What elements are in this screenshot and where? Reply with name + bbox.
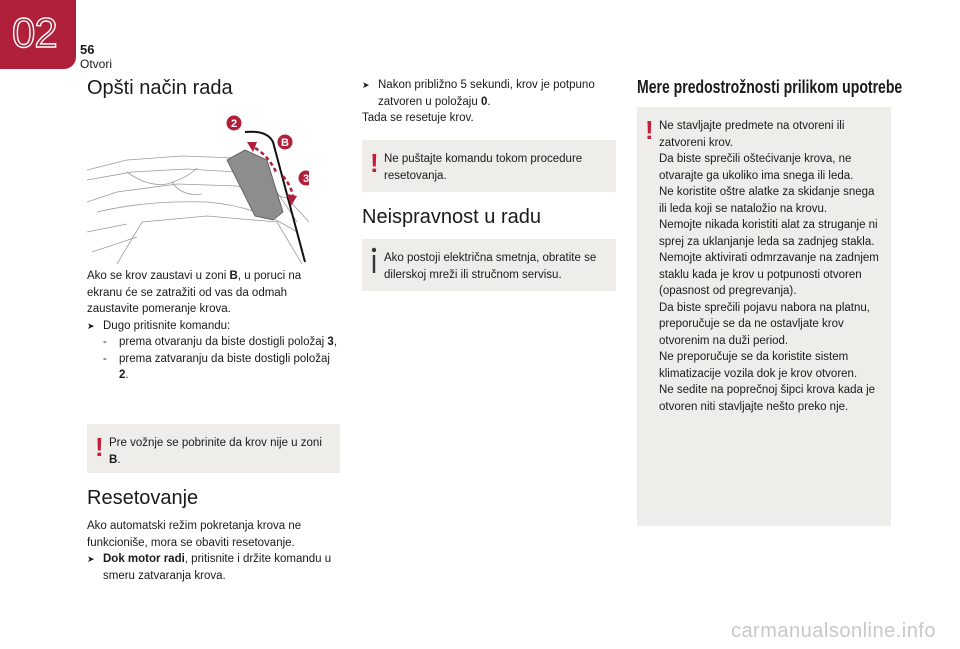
warning-icon: ! — [95, 432, 104, 462]
warning-icon: ! — [645, 115, 654, 145]
sub-close: - prema zatvaranju da biste dostigli položaj 2. — [103, 352, 330, 381]
watermark: carmanualsonline.info — [730, 620, 936, 642]
chapter-number: 02 — [12, 9, 57, 56]
page-number: 56 — [80, 42, 95, 57]
warning-box-precautions: ! Ne stavljajte predmete na otvoreni ili zatvoreni krov. Da biste sprečili oštećivanje krova, ne otvarajte ga ukoliko ima snega ili leda. Ne koristite oštre alatke za skidanje snega ili leda koji se nataložio na krovu. Nemojte nikada koristiti alat za struganje ni sprej za uklanjanje leda sa zadnjeg stakla. Nemojte aktivirati odmrzavanje na zadnjem staklu kada je krov u potpunosti otvoren (opasnost od pregrevanja). Da biste sprečili pojavu nabora na platnu, preporučuje se da ne ostavljate krov otvorenim na duži period. Ne preporučuje se da koristite sistem klimatizacije vozila dok je krov otvoren. Ne sedite na poprečnoj šipci krova kada je otvoren niti stavljajte nešto preko nje. — [637, 107, 891, 526]
zone-b-paragraph: Ako se krov zaustavi u zoni B, u poruci na ekranu će se zatražiti od vas da odmah zaustavite pomeranje krova. — [87, 270, 302, 315]
reset-instructions: Ako automatski režim pokretanja krova ne funkcioniše, mora se obaviti resetovanje. ➤ Dok motor radi, pritisnite i držite komandu u smeru zatvaranja krova. — [87, 518, 342, 584]
heading-reset: Resetovanje — [87, 487, 199, 509]
reset-continuation: ➤ Nakon približno 5 sekundi, krov je potpuno zatvoren u položaju 0. Tada se resetuje krov. — [362, 77, 612, 127]
warning-icon: ! — [370, 148, 379, 178]
info-box-malfunction: Ako postoji električna smetnja, obratite se dilerskoj mreži ili stručnom servisu. — [362, 239, 616, 291]
chapter-tab — [0, 0, 76, 69]
section-title: Otvori — [80, 57, 113, 71]
info-icon — [371, 247, 377, 273]
heading-general-operation: Opšti način rada — [87, 77, 233, 99]
roof-illustration — [87, 112, 309, 264]
bullet-engine-running: ➤ Dok motor radi, pritisnite i držite komandu u smeru zatvaranja krova. — [87, 553, 332, 582]
heading-precautions: Mere predostrožnosti prilikom upotrebe — [637, 77, 903, 97]
label-position-3: 3 — [302, 173, 309, 185]
general-instructions — [87, 268, 337, 384]
label-position-2: 2 — [230, 118, 238, 130]
sub-open: - prema otvaranju da biste dostigli položaj 3, — [103, 336, 338, 348]
warning-box-zone-b: ! Pre vožnje se pobrinite da krov nije u zoni B. — [87, 424, 340, 473]
label-zone-b: B — [281, 137, 289, 149]
bullet-wait-5-seconds: ➤ Nakon približno 5 sekundi, krov je potpuno zatvoren u položaju 0. — [362, 79, 595, 108]
bullet-press-command: ➤ Dugo pritisnite komandu: — [87, 319, 231, 332]
heading-malfunction: Neispravnost u radu — [362, 206, 541, 228]
warning-box-reset: ! Ne puštajte komandu tokom procedure resetovanja. — [362, 140, 616, 192]
